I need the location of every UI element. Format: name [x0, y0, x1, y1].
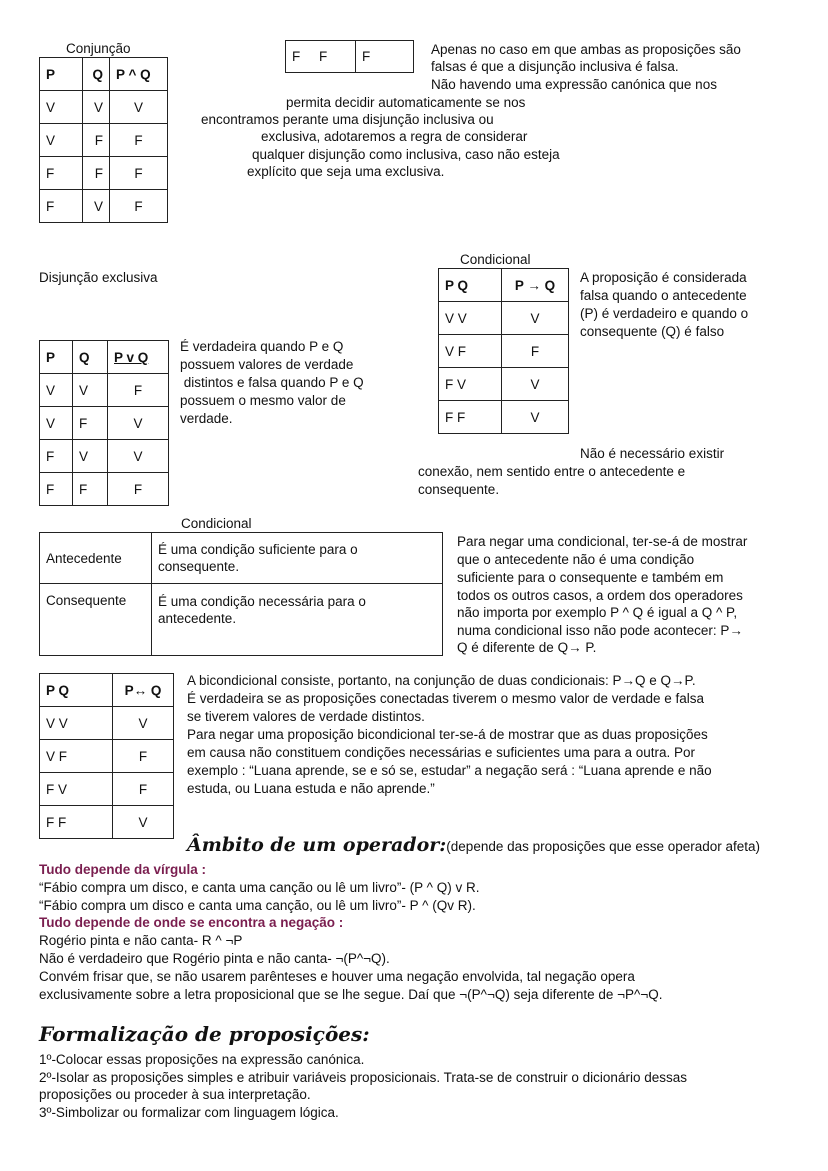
text-line: suficiente para o consequente e também em — [457, 570, 724, 585]
text-line: permita decidir automaticamente se nos — [286, 95, 526, 110]
table-cell: F V — [439, 368, 502, 401]
table-row — [40, 407, 169, 440]
table-cell: F — [40, 473, 73, 506]
conditional-caption: Condicional — [460, 252, 531, 267]
table-cell: F — [83, 124, 110, 157]
table-cell: V — [73, 374, 108, 407]
text-line: numa condicional isso não pode acontecer: P→ — [457, 623, 743, 638]
conditional-table — [438, 268, 569, 434]
table-cell: F — [73, 473, 108, 506]
table-cell: F — [110, 157, 168, 190]
scope-title: Âmbito de um operador: — [187, 834, 447, 856]
table-cell: F — [356, 41, 414, 73]
text-line: 2º-Isolar as proposições simples e atribuir variáveis proposicionais. Trata-se de construir o dicionário dessas — [39, 1070, 687, 1085]
formalization-title: Formalização de proposições: — [39, 1022, 370, 1046]
table-cell: V — [502, 302, 569, 335]
text-line: estuda, ou Luana estuda e não aprende.” — [187, 781, 435, 796]
conditional-terms-caption: Condicional — [181, 516, 252, 531]
text-line: É verdadeira quando P e Q — [180, 339, 344, 354]
text-line: A bicondicional consiste, portanto, na conjunção de duas condicionais: P→Q e Q→P. — [187, 673, 696, 688]
table-row — [439, 401, 569, 434]
conjunction-table — [39, 57, 168, 223]
table-row — [40, 91, 168, 124]
table-cell: Antecedente — [40, 533, 152, 584]
text-line: em causa não constituem condições necessárias e suficientes uma para a outra. Por — [187, 745, 696, 760]
table-cell: V — [502, 368, 569, 401]
subheading: Tudo depende de onde se encontra a negação : — [39, 915, 344, 930]
section-title: Disjunção exclusiva — [39, 270, 158, 285]
table-cell: V — [108, 407, 169, 440]
table-row — [40, 124, 168, 157]
text-line: (P) é verdadeiro e quando o — [580, 306, 749, 321]
table-cell: V — [40, 374, 73, 407]
table-cell: F — [110, 124, 168, 157]
table-cell: V V — [439, 302, 502, 335]
table-row — [439, 302, 569, 335]
table-cell: F F — [286, 41, 356, 73]
text-line: Não é necessário existir — [580, 446, 725, 461]
table-cell: Consequente — [40, 584, 152, 656]
text-line: “Fábio compra um disco, e canta uma canção ou lê um livro”- (P ^ Q) v R. — [39, 880, 480, 895]
table-cell: V — [113, 806, 174, 839]
table-cell: V — [83, 190, 110, 223]
table-cell: F — [83, 157, 110, 190]
table-header: P ^ Q — [110, 58, 168, 91]
table-header: Q — [83, 58, 110, 91]
text-line: proposições ou proceder à sua interpretação. — [39, 1087, 311, 1102]
table-cell: É uma condição suficiente para o consequente. — [152, 533, 443, 584]
table-row — [439, 368, 569, 401]
text-line: “Fábio compra um disco e canta uma canção, ou lê um livro”- P ^ (Qv R). — [39, 898, 476, 913]
text-line: conexão, nem sentido entre o antecedente e — [418, 464, 686, 479]
text-line: Para negar uma condicional, ter-se-á de mostrar — [457, 534, 748, 549]
text-line: Rogério pinta e não canta- R ^ ¬P — [39, 933, 243, 948]
table-row — [40, 473, 169, 506]
table-header: P → Q — [502, 269, 569, 302]
text-line: qualquer disjunção como inclusiva, caso não esteja — [252, 147, 560, 162]
text-line: todos os outros casos, a ordem dos operadores — [457, 588, 743, 603]
table-cell: V — [40, 124, 83, 157]
table-cell: V — [73, 440, 108, 473]
text-line: consequente. — [418, 482, 500, 497]
table-cell: V — [113, 707, 174, 740]
text-line: possuem valores de verdade — [180, 357, 354, 372]
table-cell: V V — [40, 707, 113, 740]
table-row — [40, 773, 174, 806]
table-cell: V F — [439, 335, 502, 368]
table-row — [40, 374, 169, 407]
text-line: Q é diferente de Q→ P. — [457, 640, 597, 655]
text-line: não importa por exemplo P ^ Q é igual a Q ^ P, — [457, 605, 738, 620]
table-cell: F — [40, 157, 83, 190]
table-cell: É uma condição necessária para o antecedente. — [152, 584, 443, 656]
text-line: explícito que seja uma exclusiva. — [247, 164, 445, 179]
table-cell: F — [110, 190, 168, 223]
table-cell: F — [108, 473, 169, 506]
text-line: exclusivamente sobre a letra proposicional que se lhe segue. Daí que ¬(P^¬Q) seja diferente de ¬P^¬Q. — [39, 987, 663, 1002]
conjunction-caption: Conjunção — [66, 41, 131, 56]
table-cell: F — [113, 740, 174, 773]
table-header: P↔ Q — [113, 674, 174, 707]
conditional-terms-table — [39, 532, 443, 656]
text-line: É verdadeira se as proposições conectadas tiverem o mesmo valor de verdade e falsa — [187, 691, 705, 706]
subheading: Tudo depende da vírgula : — [39, 862, 207, 877]
table-header: P v Q — [108, 341, 169, 374]
table-row — [40, 533, 443, 584]
text-line: falsas é que a disjunção inclusiva é falsa. — [431, 59, 679, 74]
table-row — [40, 157, 168, 190]
text-line: consequente (Q) é falso — [580, 324, 725, 339]
table-header: P Q — [40, 674, 113, 707]
table-row — [286, 41, 414, 73]
text-line: exemplo : “Luana aprende, se e só se, estudar” a negação será : “Luana aprende e não — [187, 763, 712, 778]
table-row — [40, 190, 168, 223]
table-row — [40, 806, 174, 839]
text-line: 1º-Colocar essas proposições na expressão canónica. — [39, 1052, 365, 1067]
table-cell: V — [110, 91, 168, 124]
text-line: encontramos perante uma disjunção inclusiva ou — [201, 112, 494, 127]
table-header: Q — [73, 341, 108, 374]
table-cell: V — [40, 407, 73, 440]
table-header: P Q — [439, 269, 502, 302]
table-cell: V — [83, 91, 110, 124]
table-cell: V — [502, 401, 569, 434]
text-line: distintos e falsa quando P e Q — [180, 375, 364, 390]
exclusive-disjunction-table — [39, 340, 169, 506]
text-line: se tiverem valores de verdade distintos. — [187, 709, 425, 724]
table-row — [40, 440, 169, 473]
table-cell: F — [73, 407, 108, 440]
scope-subtitle: (depende das proposições que esse operador afeta) — [446, 839, 761, 854]
table-cell: V — [108, 440, 169, 473]
table-cell: F — [113, 773, 174, 806]
text-line: exclusiva, adotaremos a regra de considerar — [261, 129, 528, 144]
table-cell: F F — [40, 806, 113, 839]
table-header: P — [40, 58, 83, 91]
table-cell: F — [108, 374, 169, 407]
table-cell: F F — [439, 401, 502, 434]
table-cell: V F — [40, 740, 113, 773]
table-row — [40, 707, 174, 740]
text-line: Não havendo uma expressão canónica que nos — [431, 77, 717, 92]
table-row — [439, 335, 569, 368]
table-cell: F — [40, 440, 73, 473]
text-line: possuem o mesmo valor de — [180, 393, 346, 408]
table-cell: F — [502, 335, 569, 368]
table-header: P — [40, 341, 73, 374]
table-row — [40, 584, 443, 656]
text-line: Convém frisar que, se não usarem parênteses e houver uma negação envolvida, tal negação opera — [39, 969, 635, 984]
text-line: A proposição é considerada — [580, 270, 747, 285]
table-cell: F — [40, 190, 83, 223]
text-line: Apenas no caso em que ambas as proposições são — [431, 42, 741, 57]
text-line: que o antecedente não é uma condição — [457, 552, 695, 567]
text-line: Não é verdadeiro que Rogério pinta e não canta- ¬(P^¬Q). — [39, 951, 390, 966]
text-line: falsa quando o antecedente — [580, 288, 747, 303]
table-cell: F V — [40, 773, 113, 806]
table-cell: V — [40, 91, 83, 124]
text-line: Para negar uma proposição bicondicional ter-se-á de mostrar que as duas proposições — [187, 727, 708, 742]
text-line: verdade. — [180, 411, 233, 426]
table-row — [40, 740, 174, 773]
biconditional-table — [39, 673, 174, 839]
scope-heading — [187, 834, 760, 856]
fff-table — [285, 40, 414, 73]
text-line: 3º-Simbolizar ou formalizar com linguagem lógica. — [39, 1105, 339, 1120]
